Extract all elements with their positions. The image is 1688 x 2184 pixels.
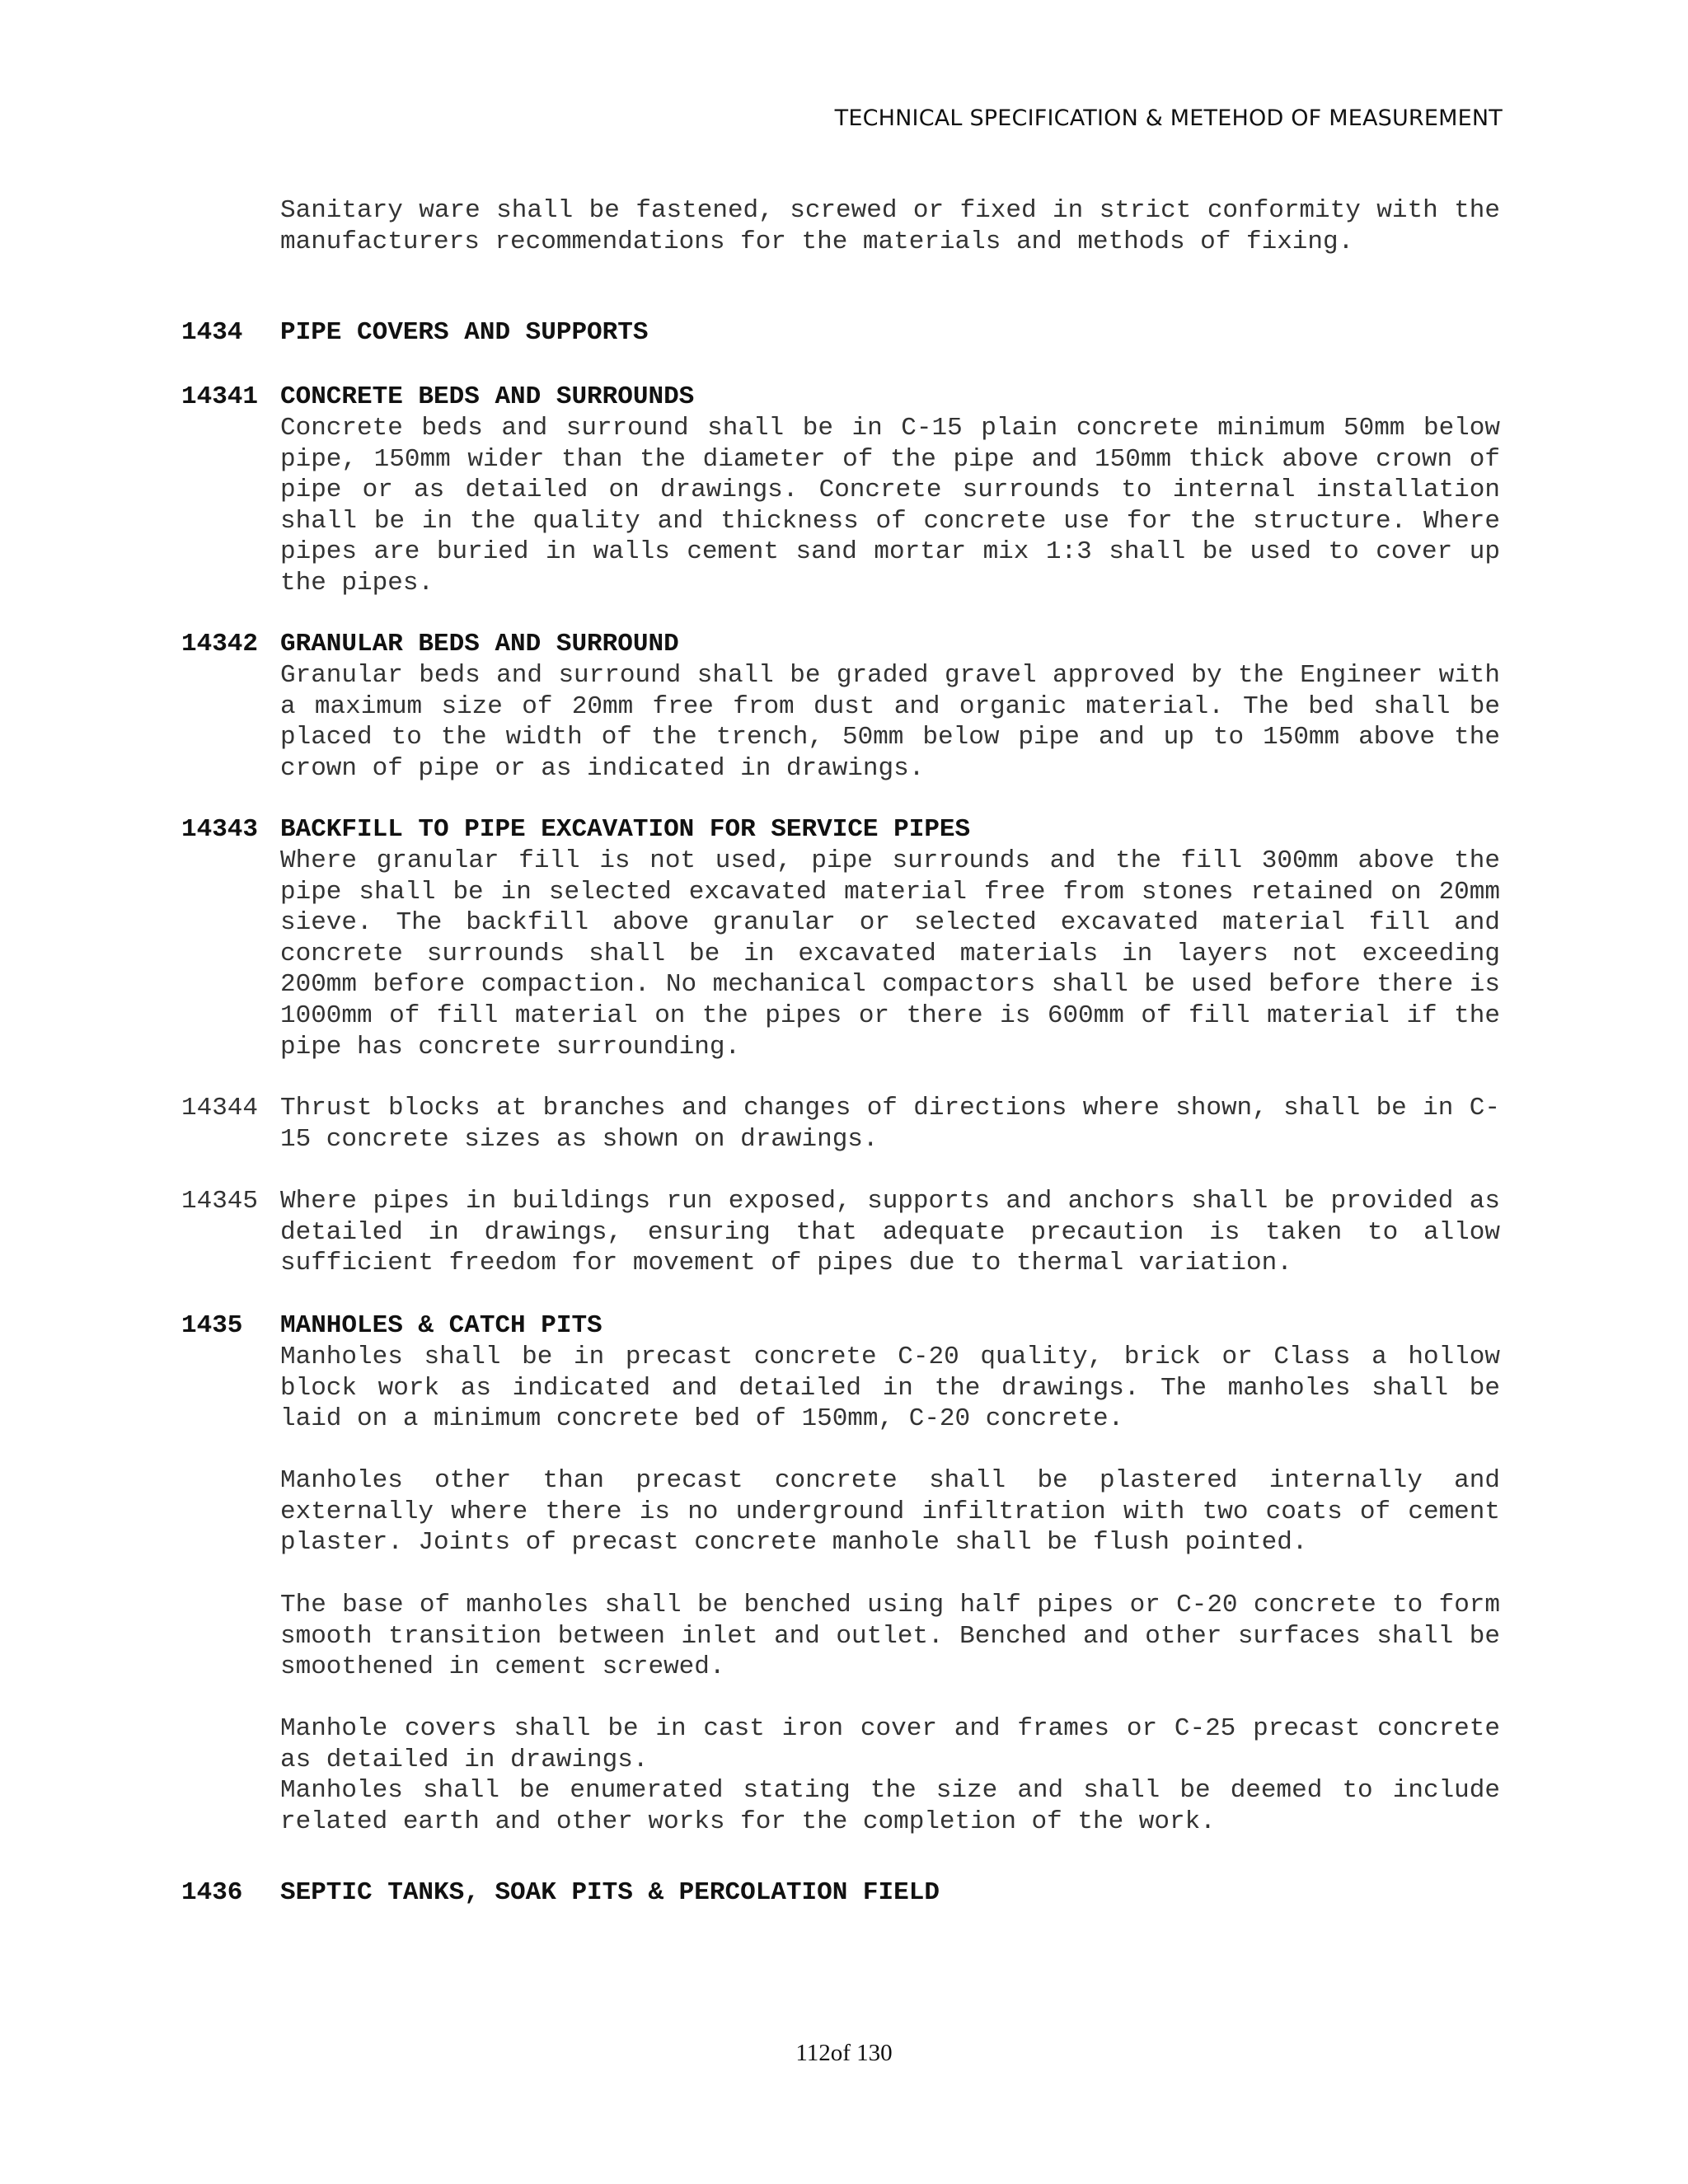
section-title: SEPTIC TANKS, SOAK PITS & PERCOLATION FIELD [280, 1878, 940, 1907]
section-number: 1434 [181, 318, 243, 347]
section-title: PIPE COVERS AND SUPPORTS [280, 318, 649, 347]
section-title: MANHOLES & CATCH PITS [280, 1311, 603, 1340]
section-14341-paragraph: Concrete beds and surround shall be in C-15 plain concrete minimum 50mm below pipe, 150mm wider than the diameter of the pipe and 150mm thick above crown of pipe or as detailed on drawings. Concrete surrounds to internal installation shall be in the quality and thickness of concrete use for the structure. Where pipes are buried in walls cement sand mortar mix 1:3 shall be used to cover up the pipes. [280, 414, 1500, 598]
section-number: 14341 [181, 382, 259, 411]
section-number: 1436 [181, 1878, 243, 1907]
running-header: TECHNICAL SPECIFICATION & METEHOD OF MEASUREMENT [834, 105, 1503, 131]
section-number: 1435 [181, 1311, 243, 1340]
section-heading-14341 [181, 382, 694, 413]
section-heading-1436 [181, 1877, 940, 1909]
section-1435-paragraph-2: Manholes other than precast concrete shall be plastered internally and externally where there is no underground infiltration with two coats of cement plaster. Joints of precast concrete manhole shall be flush pointed. [280, 1466, 1500, 1558]
section-title: CONCRETE BEDS AND SURROUNDS [280, 382, 695, 411]
section-1435-paragraph-4: Manhole covers shall be in cast iron cover and frames or C-25 precast concrete as detailed in drawings. [280, 1714, 1500, 1774]
section-14342-paragraph: Granular beds and surround shall be graded gravel approved by the Engineer with a maximum size of 20mm free from dust and organic material. The bed shall be placed to the width of the trench, 50mm below pipe and up to 150mm above the crown of pipe or as indicated in drawings. [280, 661, 1500, 783]
section-1435-paragraph-3: The base of manholes shall be benched using half pipes or C-20 concrete to form smooth transition between inlet and outlet. Benched and other surfaces shall be smoothened in cement screwed. [280, 1591, 1500, 1682]
section-heading-1435 [181, 1310, 603, 1342]
section-number: 14343 [181, 815, 259, 844]
section-number: 14342 [181, 630, 259, 658]
section-number-14344: 14344 [181, 1094, 259, 1122]
section-heading-1434 [181, 317, 648, 349]
page-number: 112of 130 [795, 2040, 893, 2066]
section-14343-paragraph: Where granular fill is not used, pipe surrounds and the fill 300mm above the pipe shall be in selected excavated material free from stones retained on 20mm sieve. The backfill above granular or selected excavated material fill and concrete surrounds shall be in excavated materials in layers not exceeding 200mm before compaction. No mechanical compactors shall be used before there is 1000mm of fill material on the pipes or there is 600mm of fill material if the pipe has concrete surrounding. [280, 846, 1500, 1062]
section-title: BACKFILL TO PIPE EXCAVATION FOR SERVICE PIPES [280, 815, 971, 844]
section-14345-paragraph: Where pipes in buildings run exposed, supports and anchors shall be provided as detailed in drawings, ensuring that adequate precaution is taken to allow sufficient freedom for movement of pipes due to thermal variation. [280, 1187, 1500, 1278]
section-14344-paragraph: Thrust blocks at branches and changes of directions where shown, shall be in C-15 concrete sizes as shown on drawings. [280, 1094, 1500, 1154]
section-heading-14343 [181, 814, 970, 846]
section-number-14345: 14345 [181, 1187, 259, 1216]
intro-paragraph: Sanitary ware shall be fastened, screwed or fixed in strict conformity with the manufacturers recommendations for the materials and methods of fixing. [280, 196, 1500, 256]
section-1435-paragraph-1: Manholes shall be in precast concrete C-20 quality, brick or Class a hollow block work as indicated and detailed in the drawings. The manholes shall be laid on a minimum concrete bed of 150mm, C-20 concrete. [280, 1343, 1500, 1434]
section-heading-14342 [181, 629, 679, 660]
section-1435-paragraph-5: Manholes shall be enumerated stating the size and shall be deemed to include related earth and other works for the completion of the work. [280, 1776, 1500, 1836]
section-title: GRANULAR BEDS AND SURROUND [280, 630, 679, 658]
